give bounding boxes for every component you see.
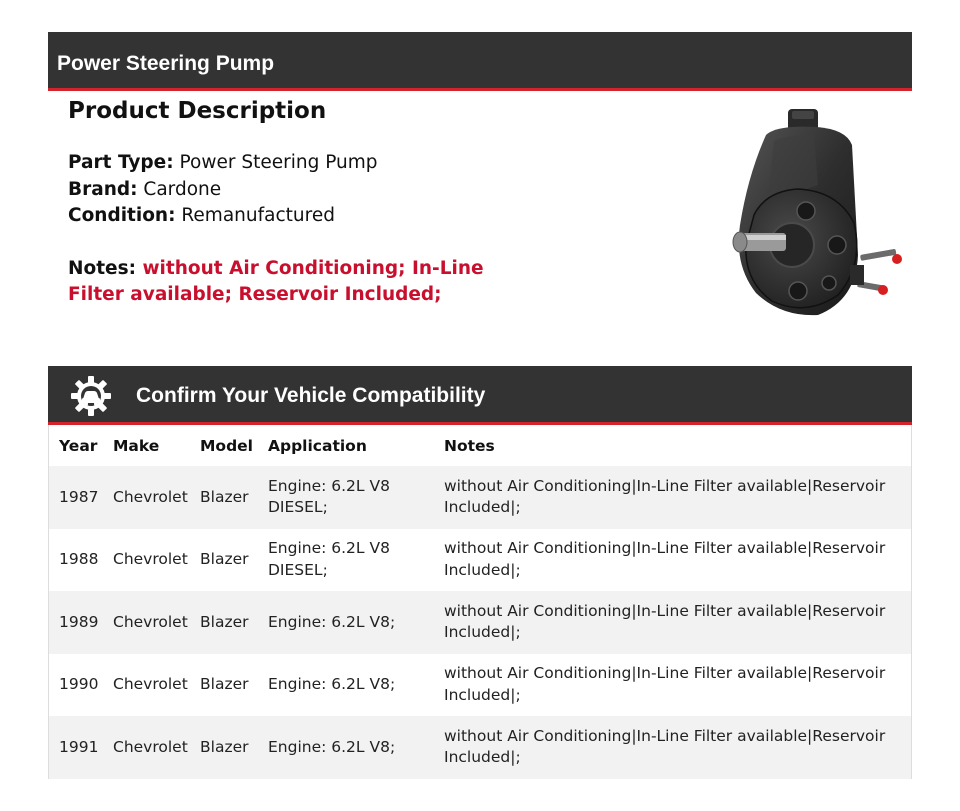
cell-year: 1987: [49, 466, 103, 529]
spec-condition: [68, 203, 488, 230]
table-header-row: [49, 425, 911, 466]
cell-model: Blazer: [190, 654, 258, 717]
cell-year: 1990: [49, 654, 103, 717]
brand-value: Cardone: [143, 178, 222, 200]
spec-list: [68, 150, 488, 230]
cell-notes: without Air Conditioning|In-Line Filter available|Reservoir Included|;: [434, 529, 911, 592]
cell-notes: without Air Conditioning|In-Line Filter available|Reservoir Included|;: [434, 591, 911, 654]
condition-value: Remanufactured: [181, 205, 335, 226]
cell-model: Blazer: [190, 529, 258, 592]
description-heading: Product Description: [68, 98, 327, 124]
cell-year: 1989: [49, 591, 103, 654]
cell-application: Engine: 6.2L V8 DIESEL;: [258, 529, 434, 592]
cell-make: Chevrolet: [103, 466, 190, 529]
cell-year: 1988: [49, 529, 103, 592]
compatibility-bar: [48, 366, 912, 425]
column-header-year: Year: [59, 436, 98, 455]
column-header-model: Model: [200, 436, 253, 455]
cell-application: Engine: 6.2L V8;: [258, 591, 434, 654]
cell-application: Engine: 6.2L V8;: [258, 654, 434, 717]
column-header-make: Make: [113, 436, 160, 455]
notes-value: without Air Conditioning; In-Line Filter available; Reservoir Included;: [68, 257, 484, 305]
power-steering-pump-image: [726, 105, 908, 321]
cell-make: Chevrolet: [103, 654, 190, 717]
cell-model: Blazer: [190, 716, 258, 779]
gear-car-icon: [70, 375, 112, 417]
table-row: [49, 529, 911, 592]
part-type-value: Power Steering Pump: [179, 152, 378, 173]
compatibility-title: Confirm Your Vehicle Compatibility: [136, 384, 486, 407]
cell-year: 1991: [49, 716, 103, 779]
cell-model: Blazer: [190, 591, 258, 654]
brand-label: Brand:: [68, 178, 138, 200]
cell-application: Engine: 6.2L V8 DIESEL;: [258, 466, 434, 529]
compatibility-table-container: [48, 425, 912, 779]
product-title-bar: [48, 32, 912, 91]
table-row: [49, 591, 911, 654]
cell-application: Engine: 6.2L V8;: [258, 716, 434, 779]
cell-make: Chevrolet: [103, 716, 190, 779]
condition-label: Condition:: [68, 205, 176, 226]
table-row: [49, 654, 911, 717]
column-header-application: Application: [268, 436, 367, 455]
cell-model: Blazer: [190, 466, 258, 529]
part-type-label: Part Type:: [68, 152, 174, 173]
spec-brand: [68, 177, 488, 204]
table-row: [49, 716, 911, 779]
spec-notes: [68, 256, 488, 309]
cell-notes: without Air Conditioning|In-Line Filter available|Reservoir Included|;: [434, 654, 911, 717]
product-description: [68, 96, 488, 309]
cell-make: Chevrolet: [103, 591, 190, 654]
spec-part-type: [68, 150, 488, 177]
notes-label: Notes:: [68, 257, 136, 279]
compatibility-table: [49, 425, 911, 779]
product-title: Power Steering Pump: [57, 52, 275, 75]
column-header-notes: Notes: [444, 436, 495, 455]
cell-notes: without Air Conditioning|In-Line Filter available|Reservoir Included|;: [434, 716, 911, 779]
table-row: [49, 466, 911, 529]
cell-make: Chevrolet: [103, 529, 190, 592]
cell-notes: without Air Conditioning|In-Line Filter available|Reservoir Included|;: [434, 466, 911, 529]
